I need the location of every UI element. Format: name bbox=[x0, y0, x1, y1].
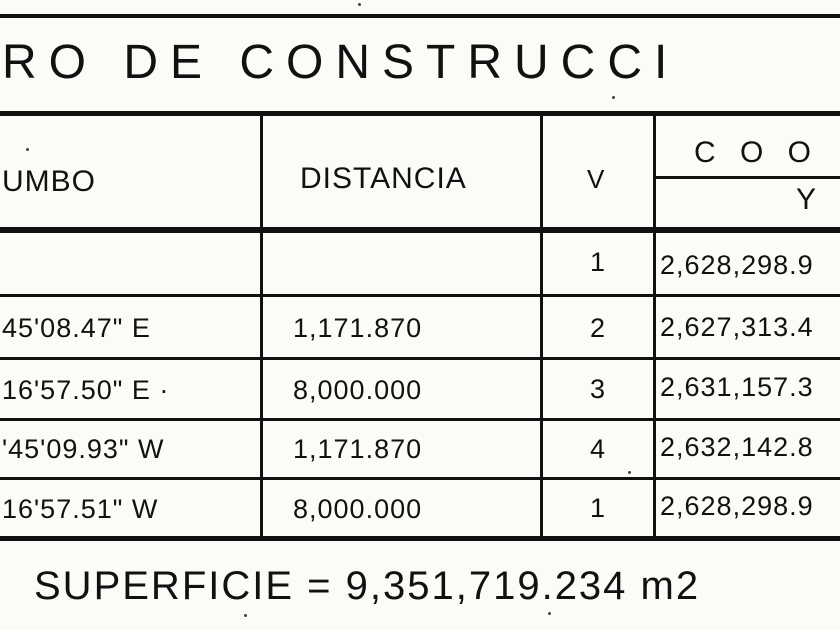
rule-bottom bbox=[0, 536, 840, 541]
row-1-y: 2,628,298.9 bbox=[660, 250, 814, 280]
header-v: V bbox=[587, 164, 606, 194]
rule-coord-sub bbox=[655, 176, 840, 179]
row-4-v: 4 bbox=[590, 434, 607, 464]
rule-below-header bbox=[0, 227, 840, 233]
scan-speck bbox=[244, 614, 247, 617]
scan-speck bbox=[358, 3, 361, 6]
header-coordenadas: C O O bbox=[694, 136, 820, 169]
row-4-y: 2,632,142.8 bbox=[660, 432, 814, 462]
scan-speck bbox=[548, 612, 551, 615]
col-divider-3 bbox=[653, 116, 656, 540]
rule-top bbox=[0, 14, 840, 18]
row-5-y: 2,628,298.9 bbox=[660, 491, 814, 521]
header-rumbo: UMBO bbox=[2, 165, 96, 198]
header-y: Y bbox=[796, 183, 818, 216]
row-3-distancia: 8,000.000 bbox=[293, 375, 423, 405]
row-5-v: 1 bbox=[590, 493, 607, 523]
scan-speck bbox=[26, 148, 29, 151]
superficie-total: SUPERFICIE = 9,351,719.234 m2 bbox=[34, 564, 701, 608]
scan-speck bbox=[628, 471, 631, 474]
row-1-v: 1 bbox=[590, 247, 607, 277]
rule-row-3 bbox=[0, 418, 840, 421]
row-3-rumbo: 16'57.50" E · bbox=[2, 375, 170, 405]
row-5-rumbo: 16'57.51" W bbox=[2, 494, 159, 524]
header-distancia: DISTANCIA bbox=[300, 162, 467, 195]
row-3-y: 2,631,157.3 bbox=[660, 372, 814, 402]
row-4-rumbo: '45'09.93" W bbox=[2, 434, 165, 464]
row-2-rumbo: 45'08.47" E bbox=[2, 313, 151, 343]
row-5-distancia: 8,000.000 bbox=[293, 494, 423, 524]
row-2-distancia: 1,171.870 bbox=[293, 313, 423, 343]
scan-speck bbox=[612, 96, 615, 99]
row-2-y: 2,627,313.4 bbox=[660, 312, 814, 342]
rule-below-title bbox=[0, 111, 840, 116]
rule-row-4 bbox=[0, 477, 840, 480]
rule-row-1 bbox=[0, 294, 840, 297]
rule-row-2 bbox=[0, 357, 840, 360]
col-divider-2 bbox=[540, 116, 543, 540]
row-3-v: 3 bbox=[590, 374, 607, 404]
row-4-distancia: 1,171.870 bbox=[293, 434, 423, 464]
row-2-v: 2 bbox=[590, 313, 607, 343]
table-title: RO DE CONSTRUCCI bbox=[2, 36, 680, 89]
col-divider-1 bbox=[260, 116, 263, 540]
